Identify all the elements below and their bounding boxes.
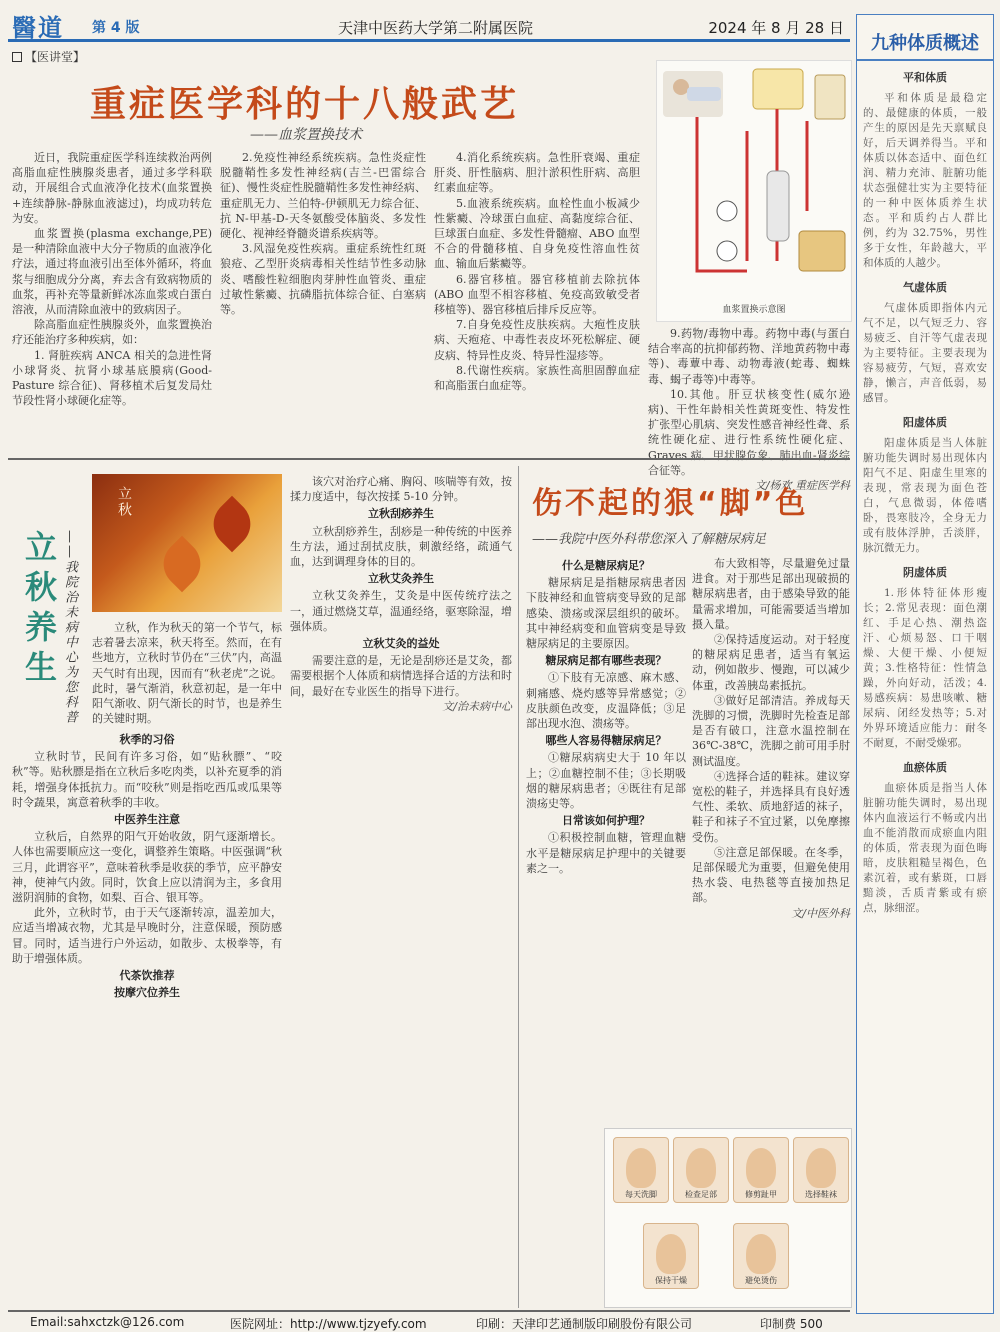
paragraph: ①积极控制血糖，管理血糖水平是糖尿病足护理中的关键要素之一。 [526, 831, 686, 875]
subheading: 立秋刮痧养生 [368, 507, 434, 521]
paragraph: 5.血液系统疾病。血栓性血小板减少性紫癜、冷球蛋白血症、高黏度综合征、巨球蛋白血症、多发性骨髓瘤、ABO 血型不合的骨髓移植、自身免疫性溶血性贫血、输血后紫癜等。 [434, 196, 640, 271]
paragraph: 立秋刮痧养生，刮痧是一种传统的中医养生方法，通过刮拭皮肤，刺激经络，疏通气血，达到调理身体的目的。 [290, 524, 512, 569]
foot-icon [626, 1148, 656, 1188]
paragraph: 2.免疫性神经系统疾病。急性炎症性脱髓鞘性多发性神经病(吉兰-巴雷综合征)、慢性炎症性脱髓鞘性多发性神经病、重症肌无力、兰伯特-伊顿肌无力综合征、抗 N-甲基-D-天冬氨酸受体脑炎、多发性硬化、视神经脊髓炎谱系疾病等。 [220, 151, 426, 241]
sidebar-title: 九种体质概述 [857, 15, 993, 61]
plasma-exchange-figure [656, 60, 852, 322]
page-footer [8, 1310, 850, 1331]
paragraph: 该穴对治疗心痛、胸闷、咳喘等有效，按揉力度适中，每次按揉 5-10 分钟。 [290, 475, 512, 504]
column-divider [518, 466, 519, 1308]
foot-care-label: 每天洗脚 [625, 1190, 657, 1199]
subheading: 日常该如何护理？ [562, 814, 650, 828]
subheading: 哪些人容易得糖尿病足？ [545, 734, 667, 748]
paragraph: 9.药物/毒物中毒。药物中毒(与蛋白结合率高的抗抑郁药物、洋地黄药物中毒等)、毒蕈中毒、动物毒液(蛇毒、蜘蛛毒、蝎子毒等)中毒等。 [648, 327, 850, 386]
footer-website: 医院网址：http://www.tjzyefy.com [230, 1317, 427, 1331]
subheading: 糖尿病足都有哪些表现？ [545, 654, 667, 668]
sidebar-section [857, 759, 993, 916]
leaf-shape [154, 536, 211, 593]
footer-printer: 印刷：天津印艺通制版印刷股份有限公司 [476, 1317, 693, 1331]
paragraph: 血浆置换(plasma exchange,PE)是一种清除血液中大分子物质的血液净化疗法，通过将血液引出至体外循环，将血浆与细胞成分分离，弃去含有致病物质的血浆，再补充等量新鲜冰冻血浆或白蛋白溶液，从而清除血液中的致病因子。 [12, 227, 212, 317]
issue-date: 2024 年 8 月 28 日 [708, 19, 844, 37]
checkbox-icon [12, 52, 22, 62]
foot-icon [746, 1148, 776, 1188]
sidebar-text: 血瘀体质是指当人体脏腑功能失调时，易出现体内血液运行不畅或内出血不能消散而成瘀血内阻的体质，常表现为面色晦暗，皮肤粗糙呈褐色，色素沉着，或有紫斑，口唇黯淡，舌质青紫或有瘀点，脉细涩。 [863, 782, 987, 914]
foot-care-label: 修剪趾甲 [745, 1190, 777, 1199]
paragraph: 8.代谢性疾病。家族性高胆固醇血症和高脂蛋白血症等。 [434, 363, 640, 393]
paragraph: 布大致相等，尽量避免过量进食。对于那些足部出现破损的糖尿病患者，由于感染导致的能量需求增加，可能需要适当增加摄入量。 [692, 557, 850, 631]
foot-icon [656, 1234, 686, 1274]
section-tag [12, 48, 85, 65]
foot-care-card [613, 1137, 669, 1203]
lead-column-1 [12, 150, 212, 452]
sidebar-heading: 阳虚体质 [903, 416, 947, 429]
sidebar-text: 1.形体特征体形瘦长；2.常见表现：面色潮红、手足心热、潮热盗汗、心烦易怒、口干咽燥、大便干燥、小便短黄；3.性格特征：性情急躁，外向好动，活泼；4.易感疾病：易患咳嗽、糖尿病、闭经发热等；5.对外界环境适应能力：耐冬不耐夏，不耐受燥邪。 [863, 587, 987, 749]
patient-body [687, 87, 721, 101]
paragraph: 4.消化系统疾病。急性肝衰竭、重症肝炎、肝性脑病、胆汁淤积性肝病、高胆红素血症等。 [434, 151, 640, 195]
paragraph: ①糖尿病病史大于 10 年以上；②血糖控制不佳；③长期吸烟的糖尿病患者；④既往有足部溃疡史等。 [526, 751, 686, 811]
sidebar-text: 平和体质是最稳定的、最健康的体质，一般产生的原因是先天禀赋良好，后天调养得当。平和体质以体态适中、面色红润、精力充沛、脏腑功能状态强健壮实为主要特征的一种中医体质养生状态。平和质约占人群比例，约为 32.75%，男性多于女性，年龄越大，平和体质的人越少。 [863, 92, 987, 269]
paragraph: 立秋后，自然界的阳气开始收敛，阴气逐渐增长。人体也需要顺应这一变化，调整养生策略。中医强调“秋三月，此谓容平”，意味着秋季是收获的季节，应平静安神，使神气内敛。同时，饮食上应以清润为主，多食用滋阴润肺的食物，如梨、百合、银耳等。 [12, 830, 282, 905]
lead-article-title: 重症医学科的十八般武艺 [90, 84, 520, 125]
sidebar-section [857, 279, 993, 406]
paragraph: 近日，我院重症医学科连续救治两例高脂血症性胰腺炎患者，通过多学科联动，开展组合式血液净化技术(血浆置换+连续静脉-静脉血液滤过)，均成功转危为安。 [12, 151, 212, 225]
lead-article-subtitle: ——血浆置换技术 [250, 127, 362, 143]
foot-care-card [733, 1137, 789, 1203]
sidebar-section [857, 69, 993, 271]
paragraph: 立秋时节，民间有许多习俗，如“贴秋膘”、“咬秋”等。贴秋膘是指在立秋后多吃肉类，以补充夏季的消耗，增强身体抵抗力。而“咬秋”则是指吃西瓜或瓜果等时令蔬果，寓意着秋季的丰收。 [12, 750, 282, 809]
autumn-leaves-image [92, 474, 282, 612]
paragraph: 此外，立秋时节，由于天气逐渐转凉，温差加大，应适当增减衣物，尤其是早晚时分，注意保暖，预防感冒。同时，适当进行户外运动，如散步、太极拳等，有助于增强体质。 [12, 906, 282, 965]
paragraph: ②保持适度运动。对于轻度的糖尿病足患者，适当有氧运动，例如散步、慢跑，可以减少体重，改善胰岛素抵抗。 [692, 633, 850, 692]
paragraph: 7.自身免疫性皮肤疾病。大疱性皮肤病、天疱疮、中毒性表皮坏死松解症、硬皮病、特异性皮炎、特异性湿疹等。 [434, 318, 640, 362]
sidebar-text: 气虚体质即指体内元气不足，以气短乏力、容易疲乏、自汗等气虚表现为主要特征。主要表现为容易疲劳，气短，喜欢安静，懒言，声音低弱，易感冒。 [863, 302, 987, 404]
footer-price: 印制费 500 [760, 1317, 823, 1331]
foot-care-label: 选择鞋袜 [805, 1190, 837, 1199]
section-divider [8, 458, 850, 460]
sidebar-heading: 血瘀体质 [903, 761, 947, 774]
paragraph: 立秋艾灸养生，艾灸是中医传统疗法之一，通过燃烧艾草，温通经络，驱寒除湿，增强体质。 [290, 589, 512, 633]
foot-column-2 [692, 556, 850, 1122]
subheading: 代茶饮推荐 [119, 969, 175, 983]
article-credit: 文/中医外科 [791, 906, 850, 920]
footer-email: Email:sahxctzk@126.com [30, 1315, 185, 1329]
autumn-column-2 [290, 474, 512, 1304]
sidebar-section [857, 564, 993, 751]
autumn-intro [92, 620, 282, 725]
subheading: 立秋艾灸养生 [368, 572, 434, 586]
paragraph: 除高脂血症性胰腺炎外，血浆置换治疗还能治疗多种疾病，如： [12, 318, 212, 347]
foot-care-label: 避免烫伤 [745, 1276, 777, 1285]
paragraph: 6.器官移植。器官移植前去除抗体(ABO 血型不相容移植、免疫高致敏受者移植等)、器官移植后排斥反应等。 [434, 272, 640, 317]
sidebar-section [857, 414, 993, 556]
plasma-exchange-diagram [657, 61, 853, 303]
figure-caption: 血浆置换示意图 [722, 305, 786, 315]
subheading: 秋季的习俗 [119, 733, 175, 746]
hospital-name: 天津中医药大学第二附属医院 [338, 19, 534, 37]
plasma-bag-icon [753, 69, 803, 109]
subheading: 立秋艾灸的益处 [362, 637, 440, 651]
paragraph: 糖尿病足是指糖尿病患者因下肢神经和血管病变导致的足部感染、溃疡或深层组织的破坏。其中神经病变和血管病变是导致糖尿病足的主要原因。 [526, 576, 686, 651]
foot-article-subtitle: ——我院中医外科带您深入了解糖尿病足 [532, 532, 767, 547]
separator-filter-icon [767, 171, 789, 241]
foot-article-title: 伤不起的狠“脚”色 [532, 486, 809, 521]
paragraph: 3.风湿免疫性疾病。重症系统性红斑狼疮、乙型肝炎病毒相关性结节性多动脉炎、嗜酸性粒细胞肉芽肿性血管炎、重症过敏性紫癜、抗磷脂抗体综合征、白塞病等。 [220, 242, 426, 317]
sidebar-heading: 气虚体质 [903, 281, 947, 294]
foot-icon [746, 1234, 776, 1274]
page-number: 第 4 版 [92, 20, 140, 36]
pump-icon [717, 201, 737, 221]
subheading: 中医养生注意 [114, 813, 180, 827]
autumn-column-1 [12, 730, 282, 1305]
lead-column-4 [648, 326, 850, 493]
autumn-article-subtitle: ——我院治未病中心为您科普 [62, 530, 77, 725]
sidebar-text: 阳虚体质是当人体脏腑功能失调时易出现体内阳气不足、阳虚生里寒的表现，常表现为面色苍白，气息微弱，体倦嗜卧，畏寒肢冷，全身无力或有肢体浮肿，舌淡胖，脉沉微无力。 [863, 437, 987, 554]
section-label: 【医讲堂】 [25, 50, 86, 64]
foot-icon [806, 1148, 836, 1188]
waste-plasma-icon [799, 231, 845, 271]
subheading: 按摩穴位养生 [114, 986, 180, 1000]
leaf-shape [204, 496, 261, 553]
subheading: 什么是糖尿病足？ [562, 559, 650, 572]
paragraph: 1. 肾脏疾病 ANCA 相关的急进性肾小球肾炎、抗肾小球基底膜病(Good-Pasture 综合征)、肾移植术后复发局灶节段性肾小球硬化症等。 [12, 348, 212, 408]
image-caption: 立秋 [116, 486, 132, 518]
foot-care-card [733, 1223, 789, 1289]
replacement-fluid-icon [815, 75, 845, 119]
foot-icon [686, 1148, 716, 1188]
constitution-sidebar [856, 14, 994, 1314]
paragraph: 需要注意的是，无论是刮痧还是艾灸，都需要根据个人体质和病情选择合适的方法和时间，最好在专业医生的指导下进行。 [290, 654, 512, 698]
paragraph: ①下肢有无凉感、麻木感、刺痛感、烧灼感等异常感觉；②皮肤颜色改变，皮温降低；③足部出现水泡、溃疡等。 [526, 671, 686, 731]
foot-care-card [643, 1223, 699, 1289]
article-credit: 文/杨欢 重症医学科 [754, 479, 850, 493]
foot-care-label: 检查足部 [685, 1190, 717, 1199]
paragraph: 10.其他。肝豆状核变性(威尔逊病)、干性年龄相关性黄斑变性、特发性扩张型心肌病、突发性感音神经性聋、系统性硬化症、进行性系统性硬化症、Graves 病、甲状腺危象、肺出血-肾炎综合征等。 [648, 387, 850, 477]
lead-column-3 [434, 150, 640, 452]
sidebar-heading: 阴虚体质 [903, 566, 947, 579]
newspaper-logo: 醫道 [12, 13, 64, 42]
masthead [8, 12, 850, 42]
sidebar-heading: 平和体质 [903, 71, 947, 84]
patient-head [673, 79, 689, 95]
paragraph: 立秋，作为秋天的第一个节气，标志着暑去凉来，秋天将至。然而，在有些地方，立秋时节仍在“三伏”内，高温天气时有出现，因而有“秋老虎”之说。此时，暑气渐消，秋意初起，是一年中阳气渐收、阴气渐长的时节，也是养生的关键时期。 [92, 621, 282, 726]
foot-care-card [673, 1137, 729, 1203]
pump-icon [717, 241, 737, 261]
paragraph: ④选择合适的鞋袜。建议穿宽松的鞋子，并选择具有良好透气性、柔软、质地舒适的袜子，鞋子和袜子不宜过紧，以免摩擦受伤。 [692, 769, 850, 844]
autumn-article-title: 立秋养生 [20, 530, 58, 690]
foot-care-label: 保持干燥 [655, 1276, 687, 1285]
foot-care-illustrations [604, 1128, 852, 1308]
lead-column-2 [220, 150, 426, 452]
paragraph: ③做好足部清洁。养成每天洗脚的习惯，洗脚时先检查足部是否有破口，注意水温控制在 36℃-38℃，洗脚之前可用手肘测试温度。 [692, 693, 850, 768]
foot-care-card [793, 1137, 849, 1203]
paragraph: ⑤注意足部保暖。在冬季，足部保暖尤为重要，但避免使用热水袋、电热毯等直接加热足部。 [692, 845, 850, 905]
article-credit: 文/治未病中心 [442, 699, 512, 713]
